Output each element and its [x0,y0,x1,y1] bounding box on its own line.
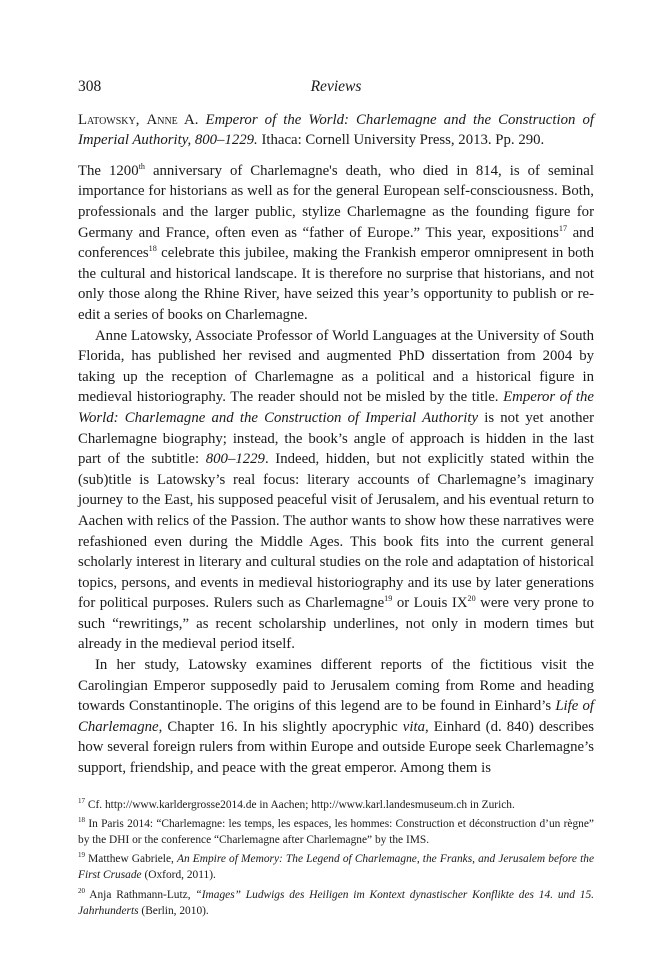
italic-date-range: 800–1229 [205,451,265,468]
footnote-text: In Paris 2014: “Charlemagne: les temps, les espaces, les hommes: Construction et déconstruction d’un règne” by the DHI or the conference “Charlemagne after Charlemagne” by the IMS. [78,817,594,847]
paragraph-3 [78,655,594,779]
book-title: Emperor of the World: Charlemagne and the Construction of Imperial Authority, 800–1229. [78,112,594,149]
footnote-number: 17 [78,796,86,805]
author-first-name: Anne [146,112,178,128]
text-run: or Louis IX [392,595,468,612]
footnote-ref-17[interactable]: 17 [558,223,568,233]
footnote-17 [78,797,594,813]
author-last-name: Latowsky [78,112,136,128]
text-run: Anne Latowsky, Associate Professor of World Languages at the University of South Florida, has published her revised and augmented PhD dissertation from 2004 by taking up the reception of Charlemagne as a political and a historical figure in medieval historiography. The reader should not be misled by the title. [78,327,594,406]
text-run: anniversary of Charlemagne's death, who died in 814, is of seminal importance for historians as well as for the general European self-consciousness. Both, professionals and the larger public, stylize Charlemagne as the founding figure for Germany and France, often even as “father of Europe.” This year, expositions [78,162,594,241]
footnote-text: (Berlin, 2010). [138,904,209,917]
review-citation: Latowsky, Anne A. Emperor of the World: Charlemagne and the Construction of Imperial Authority, 800–1229. Ithaca: Cornell University Press, 2013. Pp. 290. [78,112,594,149]
footnote-ref-20[interactable]: 20 [467,594,476,604]
footnote-19 [78,851,594,883]
footnote-number: 19 [78,851,86,860]
author-initial: A. [184,112,199,128]
text-run: were very prone to such “rewritings,” as recent scholarship underlines, not only in modern times but already in the medieval period itself. [78,595,594,653]
text-run: , Chapter 16. In his slightly apocryphic [158,718,403,735]
footnote-text: Anja Rathmann-Lutz, [85,888,196,901]
footnote-number: 20 [78,886,86,895]
publication-info: Ithaca: Cornell University Press, 2013. Pp. 290. [261,132,545,149]
journal-page [78,78,594,922]
text-run: In her study, Latowsky examines different reports of the fictitious visit the Carolingian Emperor supposedly paid to Jerusalem coming from Rome and heading towards Constantinople. The origins of this legend are to be found in Einhard’s [78,657,594,715]
footnotes [78,797,594,919]
page-number: 308 [78,78,102,95]
text-run: . Indeed, hidden, but not explicitly stated within the (sub)title is Latowsky’s real focus: literary accounts of Charlemagne’s imaginary journey to the East, his supposed peaceful visit of Jerusalem, and his eventual return to Aachen with relics of the Passion. The author wants to show how these narratives were refashioned even during the Middle Ages. This book fits into the current general scholarly interest in literary and cultural studies on the role and adaptation of historical topics, persons, and events in medieval historiography and its use by later generations for political purposes. Rulers such as Charlemagne [78,451,594,612]
italic-book-title: Emperor of the World: Charlemagne and the Construction of Imperial Authority [78,389,594,426]
footnote-text: Cf. http://www.karldergrosse2014.de in Aachen; http://www.karl.landesmuseum.ch in Zurich. [85,798,515,811]
italic-work-title: Life of Charlemagne [78,698,595,735]
text-run: The 1200 [78,162,139,179]
footnote-text: Matthew Gabriele, [85,853,178,866]
footnote-20 [78,887,594,919]
paragraph-1 [78,161,594,326]
footnote-number: 18 [78,816,86,825]
footnote-18 [78,816,594,848]
paragraph-2 [78,326,594,656]
footnote-ref-18[interactable]: 18 [148,244,157,254]
review-body [78,161,594,779]
text-run: is not yet another Charlemagne biography; instead, the book’s angle of approach is hidden in the last part of the subtitle: [78,409,594,468]
footnote-book-title: “Images” Ludwigs des Heiligen im Kontext dynastischer Konflikte des 14. und 15. Jahrhunderts [78,888,594,917]
page-header [78,78,594,98]
running-title: Reviews [310,78,362,95]
footnote-book-title: An Empire of Memory: The Legend of Charlemagne, the Franks, and Jerusalem before the First Crusade [78,853,595,882]
text-run: , Einhard (d. 840) describes how several foreign rulers from within Europe and outside Europe seek Charlemagne’s support, friendship, and peace with the great emperor. Among them is [78,718,595,777]
italic-term: vita [402,718,425,735]
text-run: and conferences [78,224,594,262]
ordinal-suffix: th [138,161,145,171]
text-run: celebrate this jubilee, making the Frankish emperor omnipresent in both the cultural and historical landscape. It is therefore no surprise that historians, and not only those along the Rhine River, have seized this year’s opportunity to publish or re-edit a series of books on Charlemagne. [78,245,594,323]
footnote-text: (Oxford, 2011). [141,869,216,882]
footnote-ref-19[interactable]: 19 [384,594,393,604]
